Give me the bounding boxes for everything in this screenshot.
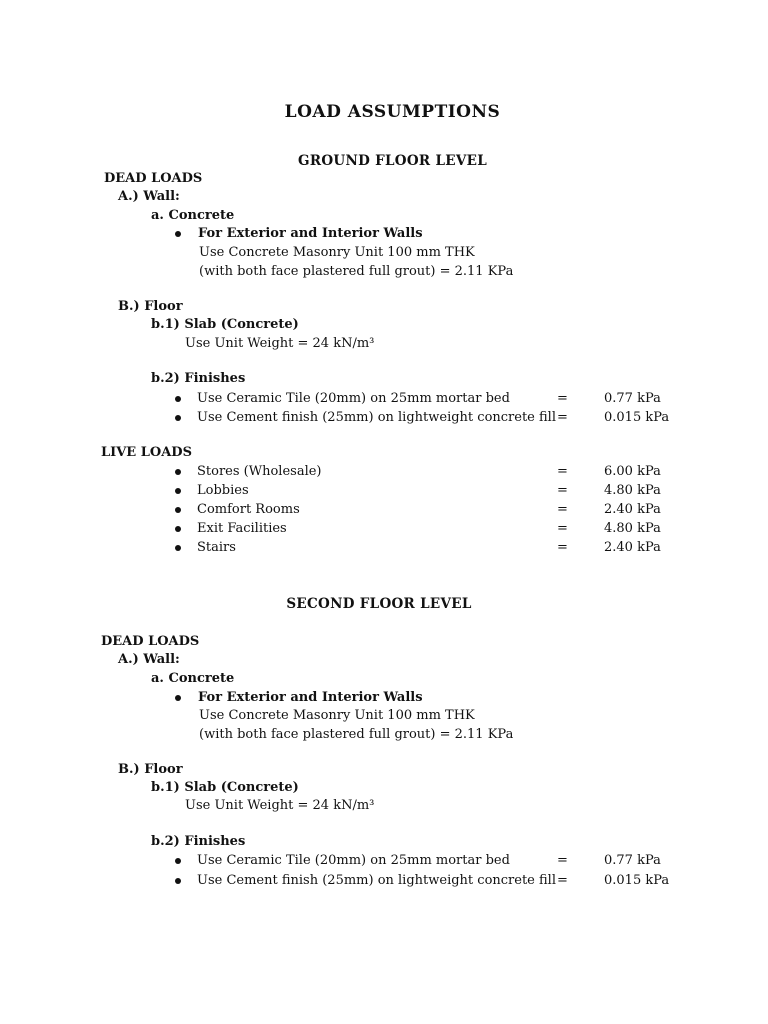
- live-item-value: 4.80 kPa: [604, 521, 661, 536]
- finish-item-label: Use Cement finish (25mm) on lightweight concrete fill: [197, 873, 556, 888]
- live-item-label: Stairs: [197, 540, 236, 555]
- bullet-icon: [175, 695, 181, 701]
- finish-item-equals: =: [557, 391, 568, 406]
- finish-item-value: 0.015 kPa: [604, 410, 670, 425]
- unit-weight-line: Use Unit Weight = 24 kN/m³: [185, 798, 375, 813]
- finish-item-value: 0.77 kPa: [604, 853, 661, 868]
- concrete-heading: a. Concrete: [151, 208, 235, 223]
- concrete-heading: a. Concrete: [151, 671, 235, 686]
- live-loads-heading: LIVE LOADS: [101, 445, 192, 460]
- live-item-value: 4.80 kPa: [604, 483, 661, 498]
- cmu-line-2: (with both face plastered full grout) = 2.11 KPa: [199, 727, 514, 742]
- cmu-line-1: Use Concrete Masonry Unit 100 mm THK: [199, 245, 475, 260]
- live-item-label: Lobbies: [197, 483, 249, 498]
- live-item-equals: =: [557, 464, 568, 479]
- bullet-icon: [175, 469, 181, 475]
- section-heading-second-floor: SECOND FLOOR LEVEL: [286, 596, 472, 612]
- slab-heading: b.1) Slab (Concrete): [151, 317, 299, 332]
- dead-loads-heading: DEAD LOADS: [101, 634, 200, 649]
- walls-bullet-label: For Exterior and Interior Walls: [198, 690, 423, 705]
- finish-item-equals: =: [557, 410, 568, 425]
- live-item-equals: =: [557, 540, 568, 555]
- bullet-icon: [175, 545, 181, 551]
- bullet-icon: [175, 488, 181, 494]
- document-title: LOAD ASSUMPTIONS: [284, 102, 501, 122]
- bullet-icon: [175, 396, 181, 402]
- live-item-label: Exit Facilities: [197, 521, 287, 536]
- live-item-equals: =: [557, 502, 568, 517]
- slab-heading: b.1) Slab (Concrete): [151, 780, 299, 795]
- finishes-heading: b.2) Finishes: [151, 371, 246, 386]
- finish-item-equals: =: [557, 873, 568, 888]
- walls-bullet-label: For Exterior and Interior Walls: [198, 226, 423, 241]
- unit-weight-line: Use Unit Weight = 24 kN/m³: [185, 336, 375, 351]
- floor-heading: B.) Floor: [118, 299, 183, 314]
- bullet-icon: [175, 415, 181, 421]
- finish-item-label: Use Ceramic Tile (20mm) on 25mm mortar bed: [197, 853, 510, 868]
- bullet-icon: [175, 878, 181, 884]
- bullet-icon: [175, 858, 181, 864]
- finish-item-value: 0.015 kPa: [604, 873, 670, 888]
- live-item-equals: =: [557, 483, 568, 498]
- bullet-icon: [175, 231, 181, 237]
- finish-item-value: 0.77 kPa: [604, 391, 661, 406]
- cmu-line-2: (with both face plastered full grout) = 2.11 KPa: [199, 264, 514, 279]
- finish-item-label: Use Ceramic Tile (20mm) on 25mm mortar bed: [197, 391, 510, 406]
- dead-loads-heading: DEAD LOADS: [104, 171, 203, 186]
- finishes-heading: b.2) Finishes: [151, 834, 246, 849]
- section-heading-ground-floor: GROUND FLOOR LEVEL: [298, 153, 487, 169]
- live-item-value: 2.40 kPa: [604, 502, 661, 517]
- live-item-label: Stores (Wholesale): [197, 464, 322, 479]
- finish-item-equals: =: [557, 853, 568, 868]
- live-item-value: 6.00 kPa: [604, 464, 661, 479]
- live-item-label: Comfort Rooms: [197, 502, 300, 517]
- bullet-icon: [175, 507, 181, 513]
- wall-heading: A.) Wall:: [118, 189, 180, 204]
- live-item-equals: =: [557, 521, 568, 536]
- wall-heading: A.) Wall:: [118, 652, 180, 667]
- floor-heading: B.) Floor: [118, 762, 183, 777]
- live-item-value: 2.40 kPa: [604, 540, 661, 555]
- bullet-icon: [175, 526, 181, 532]
- cmu-line-1: Use Concrete Masonry Unit 100 mm THK: [199, 708, 475, 723]
- finish-item-label: Use Cement finish (25mm) on lightweight concrete fill: [197, 410, 556, 425]
